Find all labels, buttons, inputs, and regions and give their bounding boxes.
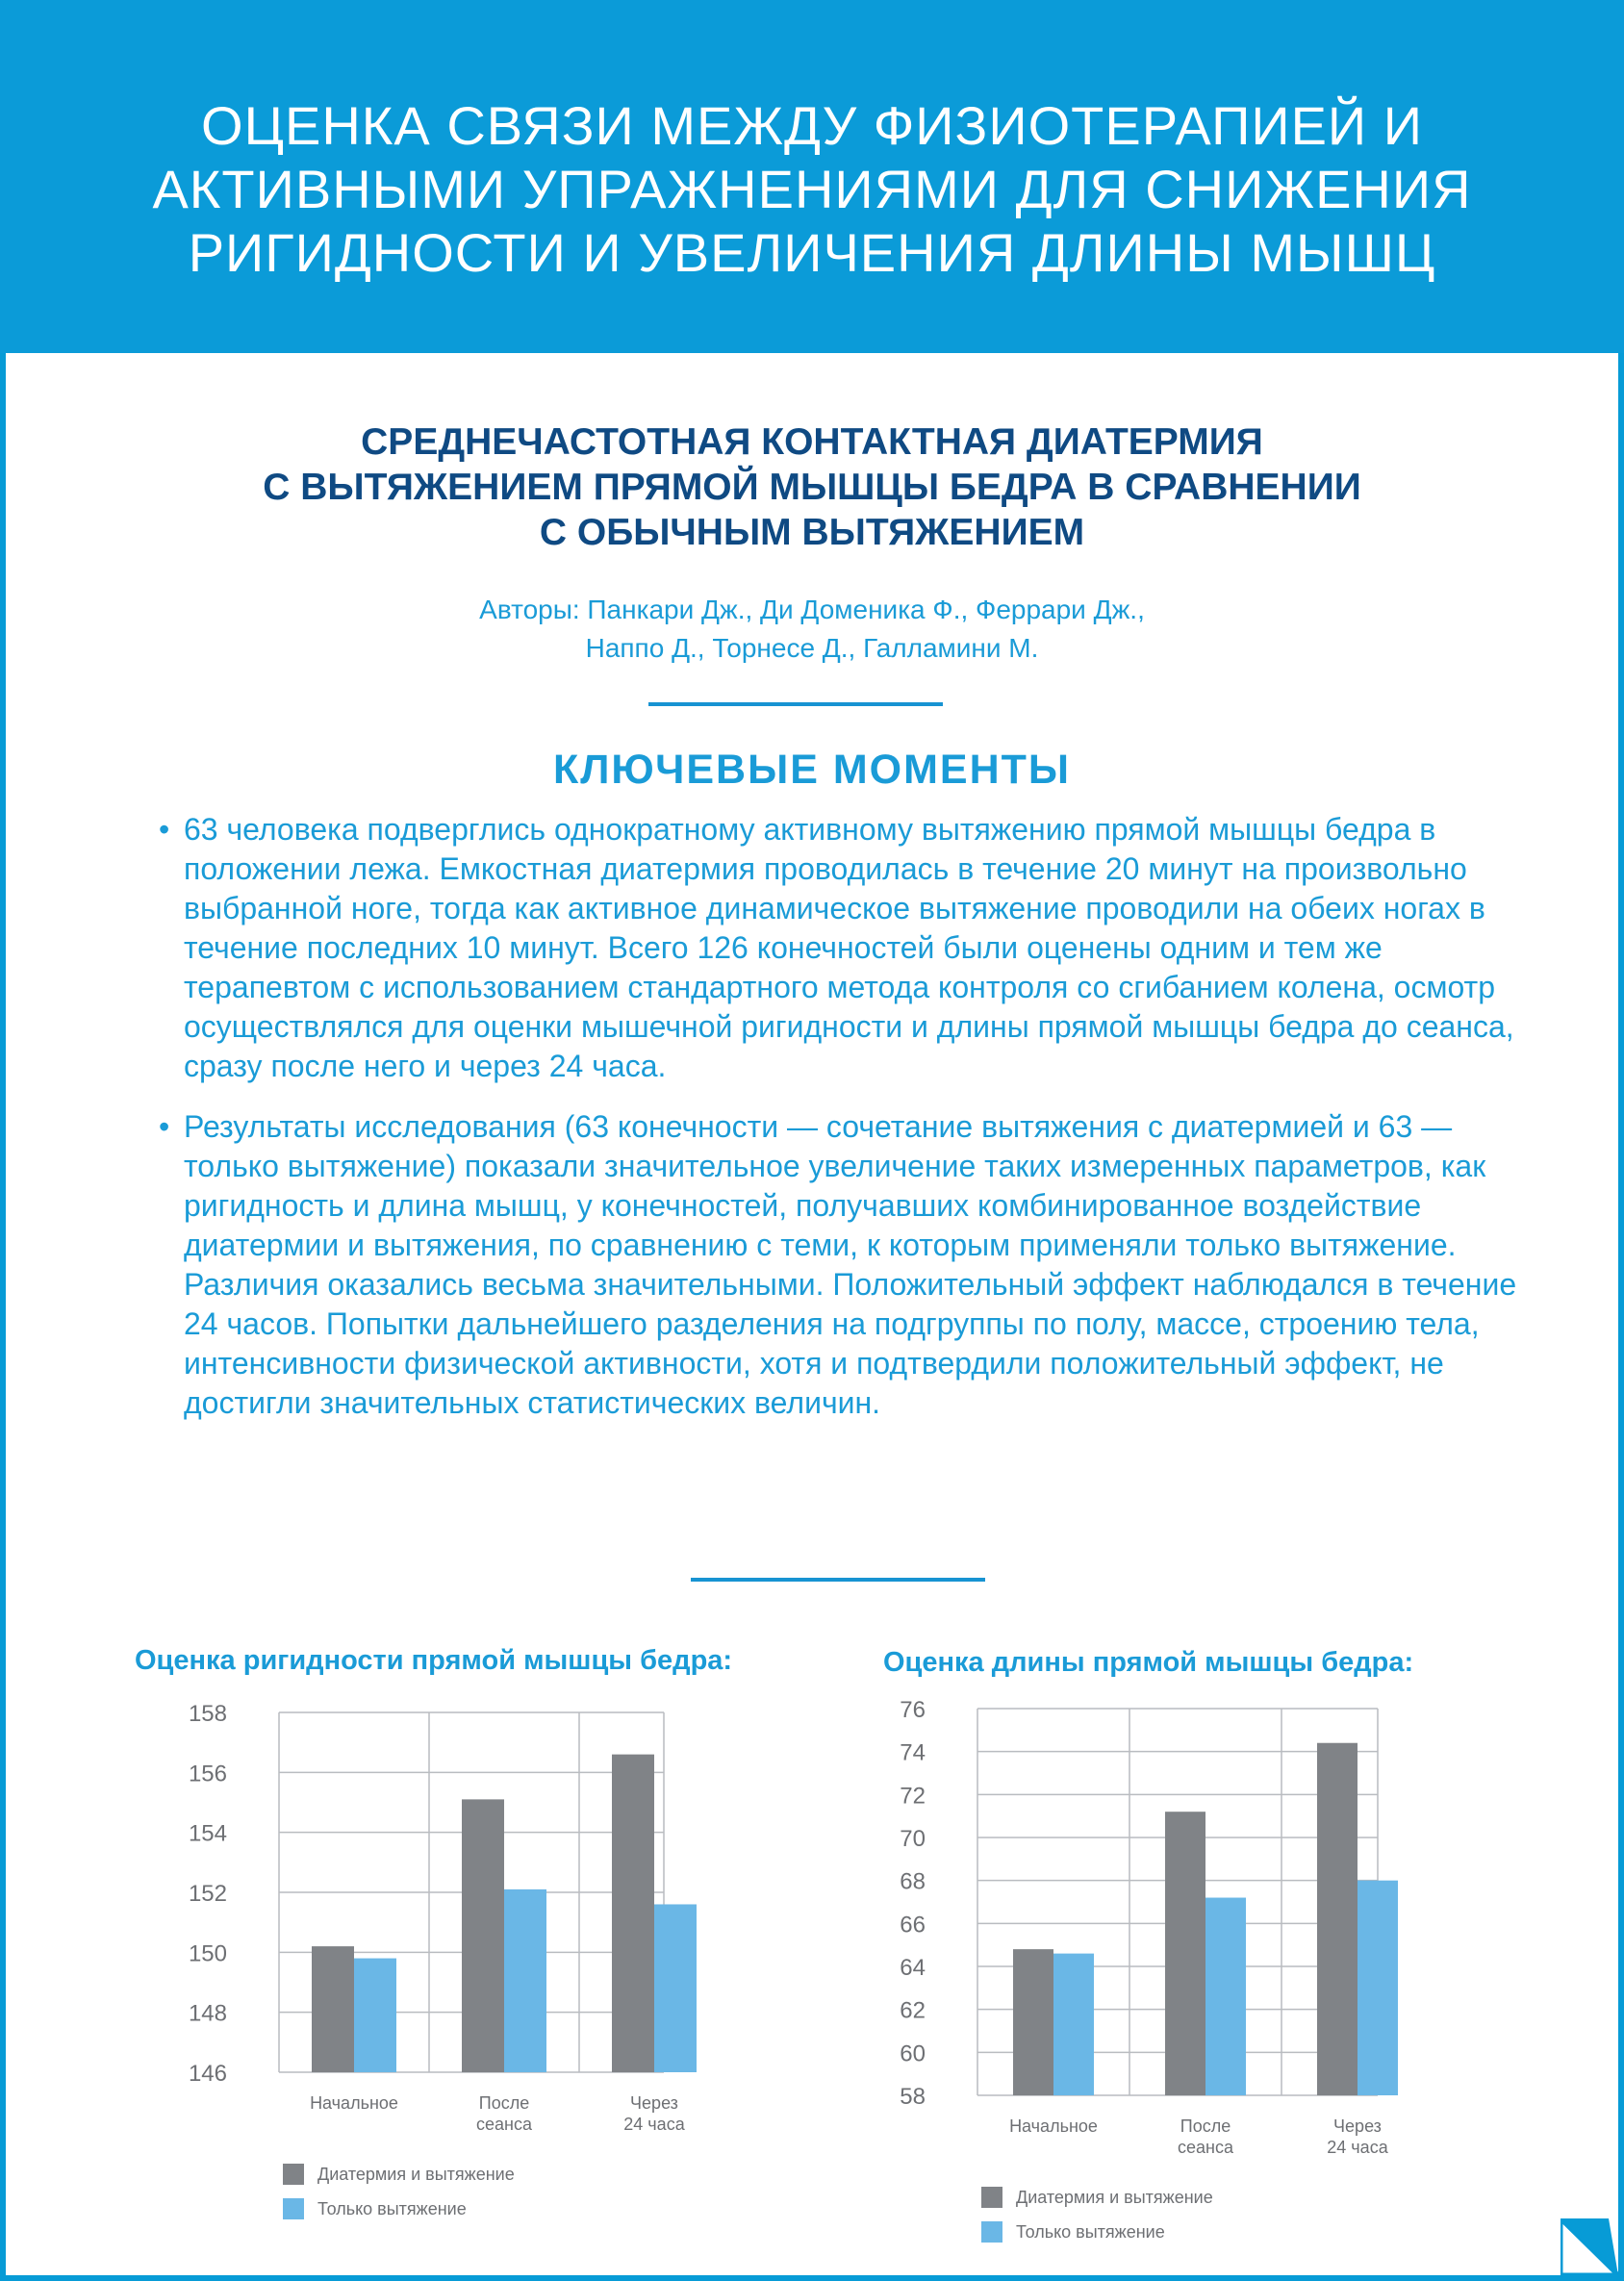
article-authors: Авторы: Панкари Дж., Ди Доменика Ф., Феррари Дж., Наппо Д., Торнесе Д., Галламини М.: [479, 595, 1145, 663]
page-corner-fold: [1561, 2218, 1618, 2275]
legend-swatch: [283, 2198, 304, 2219]
x-tick-label: сеанса: [1178, 2138, 1233, 2157]
article-subtitle: СРЕДНЕЧАСТОТНАЯ КОНТАКТНАЯ ДИАТЕРМИЯ С ВЫТЯЖЕНИЕМ ПРЯМОЙ МЫШЦЫ БЕДРА В СРАВНЕНИИ С ОБЫЧНЫМ ВЫТЯЖЕНИЕМ: [263, 421, 1361, 553]
chart-title-length: Оценка длины прямой мышцы бедра:: [883, 1647, 1414, 1678]
x-tick-label: Начальное: [310, 2093, 398, 2113]
bar: [462, 1799, 504, 2072]
bar: [312, 1946, 354, 2072]
y-tick-label: 154: [188, 1820, 227, 1847]
y-tick-label: 158: [188, 1701, 227, 1727]
x-tick-label: После: [478, 2093, 530, 2113]
y-tick-label: 68: [900, 1868, 926, 1895]
x-tick-label: После: [1180, 2116, 1231, 2136]
legend-label: Только вытяжение: [1016, 2222, 1165, 2242]
plot-area: [900, 1697, 1398, 2243]
legend-swatch: [283, 2164, 304, 2185]
y-tick-label: 70: [900, 1826, 926, 1852]
key-point-item: • 63 человека подверглись однократному активному вытяжению прямой мышцы бедра в положении лежа. Емкостная диатермия проводилась в течение 20 минут на произвольно выбранной ноге, тогда как активное динамическое вытяжение проводили на обеих ногах в течение последних 10 минут. Всего 126 конечностей были оценены одним и тем же терапевтом с использованием стандартного метода контроля со сгибанием колена, осмотр осуществлялся для оценки мышечной ригидности и длины прямой мышцы бедра до сеанса, сразу после него и через 24 часа.: [159, 810, 1525, 1086]
y-tick-label: 74: [900, 1739, 926, 1766]
page-title: ОЦЕНКА СВЯЗИ МЕЖДУ ФИЗИОТЕРАПИЕЙ И АКТИВНЫМИ УПРАЖНЕНИЯМИ ДЛЯ СНИЖЕНИЯ РИГИДНОСТИ И УВЕЛИЧЕНИЯ ДЛИНЫ МЫШЦ: [152, 95, 1472, 283]
x-tick-label: Через: [630, 2093, 678, 2113]
y-tick-label: 146: [188, 2061, 227, 2087]
y-tick-label: 66: [900, 1912, 926, 1939]
bar: [1013, 1949, 1053, 2095]
bar: [654, 1904, 697, 2072]
x-tick-label: Через: [1333, 2116, 1382, 2136]
bar: [1165, 1812, 1205, 2095]
y-tick-label: 148: [188, 2000, 227, 2027]
legend-label: Диатермия и вытяжение: [1016, 2188, 1213, 2207]
bar: [1317, 1743, 1358, 2095]
legend-label: Диатермия и вытяжение: [317, 2165, 515, 2184]
divider-bottom: [691, 1578, 985, 1582]
key-point-item: • Результаты исследования (63 конечности — сочетание вытяжения с диатермией и 63 — только вытяжение) показали значительное увеличение таких измеренных параметров, как ригидность и длина мышц, у конечностей, получавших комбинированное воздействие диатермии и вытяжения, по сравнению с теми, к которым применяли только вытяжение. Различия оказались весьма значительными. Положительный эффект наблюдался в течение 24 часов. Попытки дальнейшего разделения на подгруппы по полу, массе, строению тела, интенсивности физической активности, хотя и подтвердили положительный эффект, не достигли значительных статистических величин.: [159, 1107, 1525, 1423]
x-tick-label: Начальное: [1009, 2116, 1098, 2136]
x-tick-label: сеанса: [476, 2115, 532, 2134]
legend-swatch: [981, 2221, 1002, 2243]
legend-label: Только вытяжение: [317, 2199, 467, 2218]
y-tick-label: 152: [188, 1881, 227, 1907]
y-tick-label: 156: [188, 1761, 227, 1787]
bar: [1205, 1898, 1246, 2095]
bar: [612, 1755, 654, 2072]
plot-area: [189, 1701, 697, 2219]
bar: [1053, 1954, 1094, 2095]
y-tick-label: 76: [900, 1697, 926, 1723]
length-chart: [889, 1693, 1485, 2242]
y-tick-label: 58: [900, 2084, 926, 2110]
x-tick-label: 24 часа: [1327, 2138, 1388, 2157]
chart-title-stiffness: Оценка ригидности прямой мышцы бедра:: [135, 1645, 733, 1676]
x-tick-label: 24 часа: [623, 2115, 685, 2134]
stiffness-chart: [183, 1693, 760, 2232]
bar: [504, 1889, 546, 2072]
divider-top: [648, 702, 943, 706]
bar: [354, 1959, 396, 2072]
key-points-title: КЛЮЧЕВЫЕ МОМЕНТЫ: [552, 747, 1072, 793]
legend-swatch: [981, 2187, 1002, 2208]
bar: [1358, 1881, 1398, 2095]
y-tick-label: 72: [900, 1783, 926, 1810]
y-tick-label: 150: [188, 1940, 227, 1967]
key-points-list: [159, 810, 1525, 1423]
y-tick-label: 60: [900, 2040, 926, 2067]
y-tick-label: 62: [900, 1997, 926, 2024]
y-tick-label: 64: [900, 1955, 926, 1981]
